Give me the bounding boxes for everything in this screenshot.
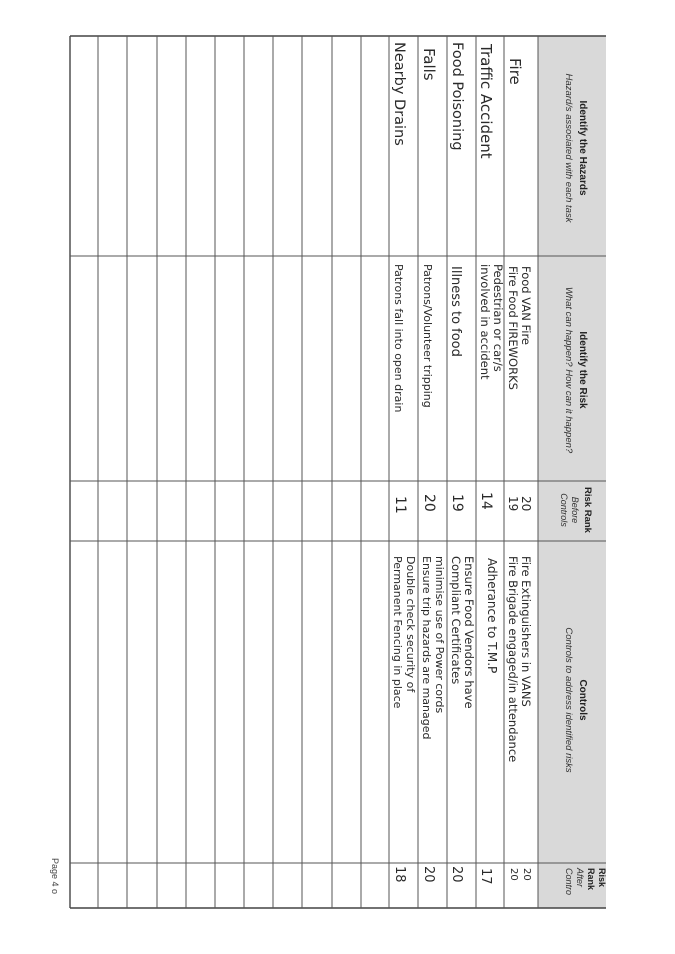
header-rank-after-sub-1: After [575,868,585,888]
hazard-cell: Nearby Drains [391,42,407,146]
risk-cell-line-1: Illness to food [448,266,463,357]
risk-cell-line-1: Patrons fall into open drain [392,264,405,413]
header-risk-subtitle: What can happen? How can it happen? [563,286,574,454]
controls-cell-line-2: Fire Brigade engaged/in attendance [506,556,520,763]
controls-cell-line-1: Adherance to T.M.P [485,558,499,674]
rank-before-cell: 20 [421,494,437,512]
page-number: Page 4 o [50,858,60,895]
header-rank-before-title: Risk Rank [582,487,593,533]
header-rank-after-sub-2: Contro [564,868,574,896]
rank-before-cell-1: 20 [519,496,533,512]
header-rank-after-title-1: Risk [597,868,607,888]
rank-before-cell: 14 [478,492,494,510]
rank-before-cell: 11 [392,496,408,514]
header-controls-title: Controls [577,679,588,721]
hazard-cell: Falls [420,48,438,81]
header-hazards-title: Identify the Hazards [577,100,588,196]
rank-before-cell-2: 19 [506,496,520,512]
header-rank-before-sub-2: Controls [559,493,569,527]
rank-after-cell: 18 [392,866,407,883]
header-hazards-subtitle: Hazard/s associated with each task [563,73,574,223]
risk-cell-line-1: Patrons/Volunteer tripping [421,264,434,408]
header-controls-subtitle: Controls to address identified risks [563,627,574,773]
controls-cell-line-1: Fire Extinguishers in VANS [519,556,533,707]
risk-cell-line-1: Pedestrian or car/s [491,264,505,372]
header-rank-after-title-2: Rank [586,868,596,891]
controls-cell-line-2: Permanent Fencing in place [391,556,404,709]
header-rank-before-sub-1: Before [570,496,580,524]
rank-before-cell: 19 [449,494,465,512]
hazard-cell: Traffic Accident [477,44,495,159]
rank-after-cell: 20 [449,866,464,883]
header-risk-title: Identify the Risk [577,331,588,409]
rank-after-cell: 17 [478,868,493,885]
controls-cell-line-1: Double check security of [404,556,417,693]
risk-cell-line-2: involved in accident [478,264,492,380]
hazard-cell: Food Poisoning [449,42,465,151]
risk-cell-line-1: Food VAN Fire [519,266,533,346]
risk-cell-line-2: Fire Food FIREWORKS [506,266,520,390]
rank-after-cell-1: 20 [521,868,532,881]
controls-cell-line-1: minimise use of Power cords [433,556,446,714]
controls-cell-line-2: Ensure trip hazards are managed [420,556,433,740]
hazard-cell: Fire [506,58,524,85]
controls-cell-line-2: Compliant Certificates [449,556,463,685]
rank-after-cell: 20 [421,866,436,883]
rank-after-cell-2: 20 [508,868,519,881]
controls-cell-line-1: Ensure Food Vendors have [462,556,476,709]
